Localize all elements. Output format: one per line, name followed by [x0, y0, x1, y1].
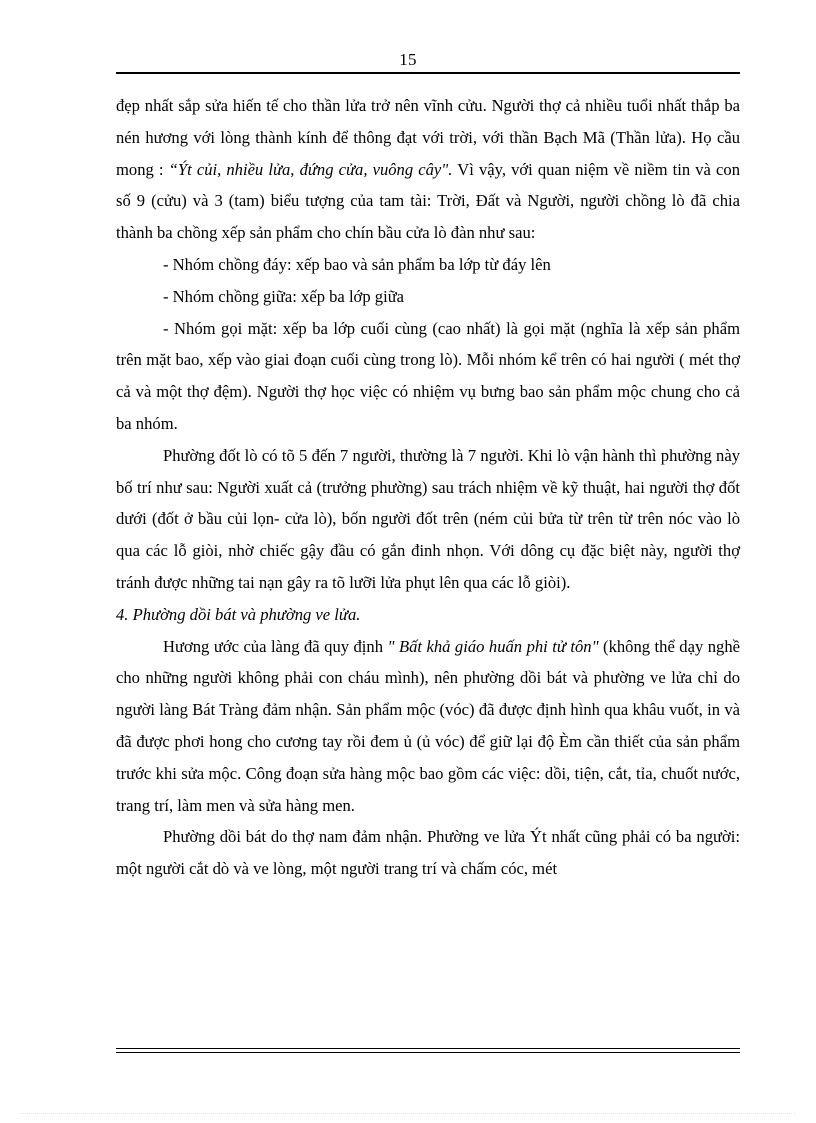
header-rule: [116, 72, 740, 74]
quoted-prayer: “Ýt củi, nhiều lửa, đứng cửa, vuông cây".: [168, 159, 453, 179]
paragraph-firing-guild: Phường đốt lò có tõ 5 đến 7 người, thường là 7 người. Khi lò vận hành thì phường này bố trí như sau: Người xuất cả (trưởng phường) sau trách nhiệm về kỹ thuật, hai người thợ đốt dưới (đốt ở bầu củi lọn- cửa lò), bốn người đốt trên (ném củi bửa từ trên từ trên nóc vào lò qua các lỗ giòi, nhờ chiếc gậy đầu có gắn đinh nhọn. Với dông cụ đặc biệt này, người thợ tránh được những tai nạn gây ra tõ lưỡi lửa phụt lên qua các lỗ giòi).: [116, 445, 740, 592]
paragraph-text: Hương ước của làng đã quy định: [163, 636, 388, 656]
paragraph-continued: [116, 90, 740, 249]
document-body: [116, 90, 740, 885]
list-item-middle-stack: - Nhóm chồng giữa: xếp ba lớp giữa: [163, 286, 405, 306]
list-item-bottom-stack: - Nhóm chồng đáy: xếp bao và sản phẩm ba lớp từ đáy lên: [163, 254, 551, 274]
footer-double-rule: [116, 1048, 740, 1053]
paragraph-text: (không thể dạy nghề cho những người không phải con cháu mình), nên phường dồi bát và phường ve lửa chỉ do người làng Bát Tràng đảm nhận. Sản phẩm mộc (vóc) đã được định hình qua khâu vuốt, in và đã được phơi hong cho cương tay rồi đem ủ (ủ vóc) để giữ lại độ Èm cần thiết của sản phẩm trước khi sửa mộc. Công đoạn sửa hàng mộc bao gồm các việc: dồi, tiện, cắt, tỉa, chuốt nước, trang trí, làm men và sửa hàng men.: [116, 636, 740, 815]
paragraph-text: đẹp nhất sắp sửa hiến tế cho thần lửa trở nên vĩnh cửu. Người thợ cả nhiều tuổi nhất thắp ba nén hương với lòng thành kính để thông đạt với trời, với thần Bạch Mã (Thần lửa). Họ cầu mong :: [116, 96, 740, 179]
list-item-top-stack: - Nhóm gọi mặt: xếp ba lớp cuối cùng (cao nhất) là gọi mặt (nghĩa là xếp sản phẩm trên mặt bao, xếp vào giai đoạn cuối cùng trong lò). Mỗi nhóm kể trên có hai người ( mét thợ cả và một thợ đệm). Người thợ học việc có nhiệm vụ bưng bao sản phẩm mộc chung cho cả ba nhóm.: [116, 318, 740, 433]
page-edge-divider: [20, 1113, 796, 1114]
section-heading: 4. Phường dồi bát và phường ve lửa.: [116, 604, 361, 624]
page-number: 15: [399, 50, 417, 69]
paragraph-trimming-guild: Phường dồi bát do thợ nam đảm nhận. Phường ve lửa Ýt nhất cũng phải có ba người: một người cắt dò và ve lòng, một người trang trí và chấm cóc, mét: [116, 827, 740, 879]
paragraph-text: Vì vậy, với quan niệm về niềm tin và con số 9 (cửu) và 3 (tam) biểu tượng của tam tài: Trời, Đất và Người, người chồng lò đã chia thành ba chồng xếp sản phẩm cho chín bầu cửa lò đàn như sau:: [116, 159, 740, 243]
quoted-rule: " Bất khả giáo huấn phi tử tôn": [387, 636, 599, 656]
paragraph-village-rule: [116, 631, 740, 822]
